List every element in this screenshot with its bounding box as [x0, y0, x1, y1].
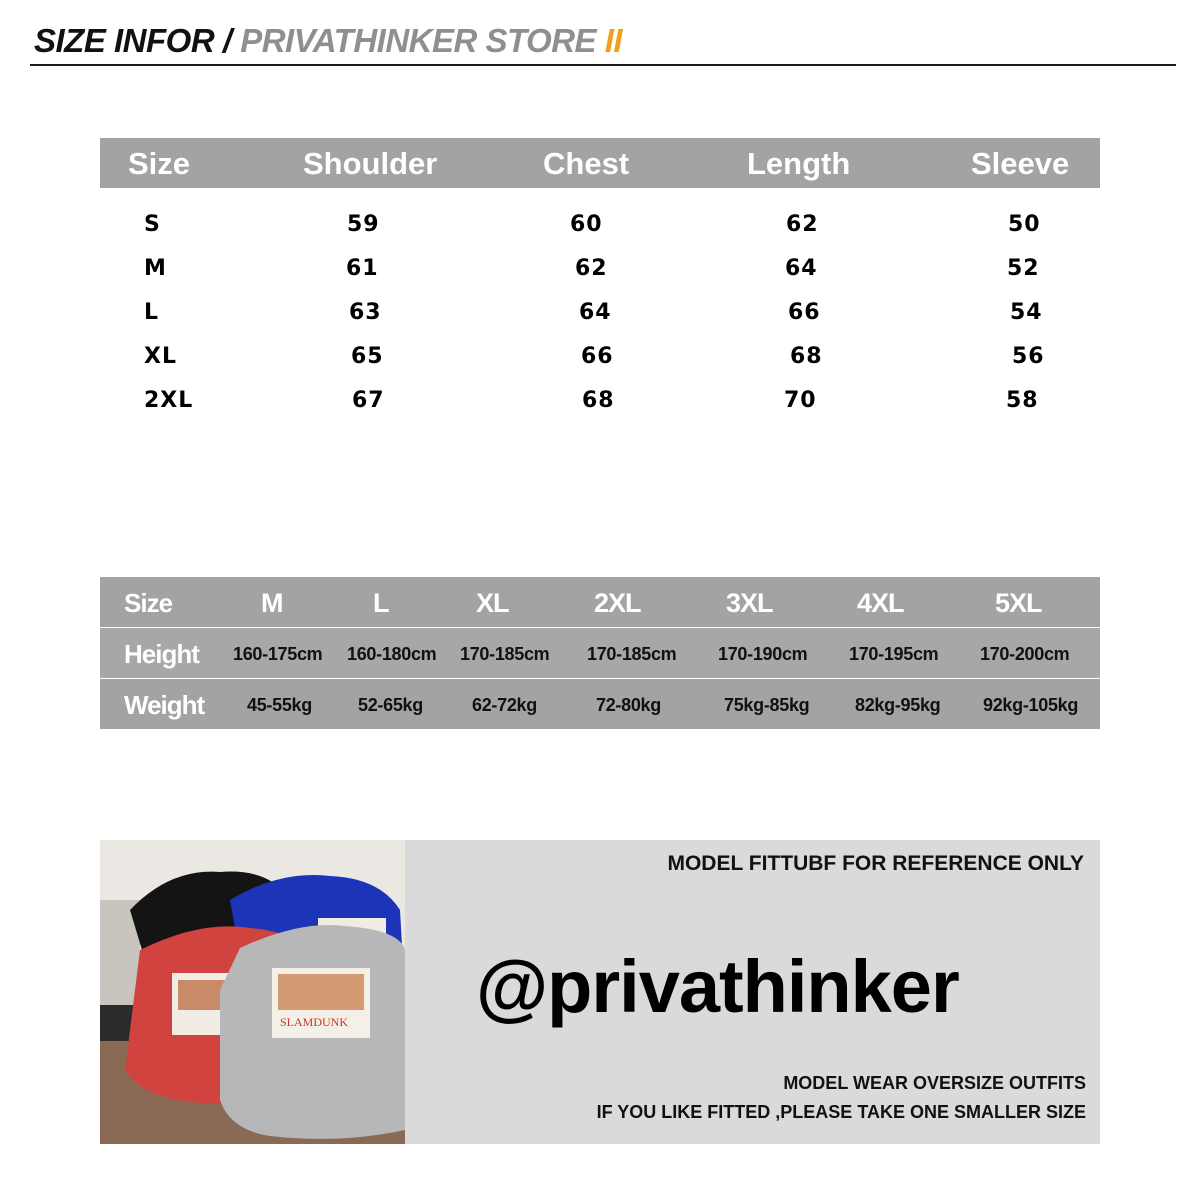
column-header-shoulder: Shoulder [303, 146, 438, 181]
table-row [100, 247, 1100, 291]
header-store-name: PRIVATHINKER STORE [240, 22, 597, 59]
shoulder-cell: 67 [352, 388, 385, 413]
page-header [30, 22, 1176, 66]
size-cell: S [144, 212, 161, 237]
height-cell: 170-185cm [460, 644, 550, 664]
column-header-sleeve: Sleeve [971, 146, 1070, 181]
height-cell: 170-190cm [718, 644, 808, 664]
table-row [100, 379, 1100, 423]
sleeve-cell: 56 [1012, 344, 1045, 369]
header-title: SIZE INFOR [34, 22, 215, 59]
chest-cell: 60 [570, 212, 603, 237]
weight-cell: 45-55kg [247, 695, 312, 715]
fit-size-row [100, 577, 1100, 627]
chest-cell: 68 [582, 388, 615, 413]
chest-cell: 66 [581, 344, 614, 369]
slamdunk-print-text: SLAMDUNK [280, 1015, 349, 1029]
height-cell: 160-175cm [233, 644, 323, 664]
fit-size-header: 2XL [594, 588, 641, 618]
sleeve-cell: 54 [1010, 300, 1043, 325]
table-row [100, 203, 1100, 247]
chest-cell: 64 [579, 300, 612, 325]
length-cell: 62 [786, 212, 819, 237]
table-row [100, 335, 1100, 379]
weight-cell: 52-65kg [358, 695, 423, 715]
measurement-header-row [100, 138, 1100, 188]
sweatshirt-illustration [100, 840, 405, 1144]
length-cell: 70 [784, 388, 817, 413]
table-row [100, 291, 1100, 335]
size-measurement-table [100, 138, 1100, 423]
column-header-size: Size [128, 146, 191, 181]
weight-cell: 72-80kg [596, 695, 661, 715]
header-title-line [34, 22, 622, 60]
size-cell: XL [144, 344, 177, 369]
fit-size-header: M [261, 588, 283, 618]
height-cell: 170-185cm [587, 644, 677, 664]
sleeve-cell: 58 [1006, 388, 1039, 413]
smaller-size-note: IF YOU LIKE FITTED ,PLEASE TAKE ONE SMALLER SIZE [596, 1102, 1086, 1122]
weight-cell: 92kg-105kg [983, 695, 1079, 715]
fit-height-row [100, 627, 1100, 679]
model-reference-banner [100, 840, 1100, 1144]
column-header-chest: Chest [543, 146, 630, 181]
fit-size-header: XL [476, 588, 509, 618]
height-cell: 170-195cm [849, 644, 939, 664]
reference-note: MODEL FITTUBF FOR REFERENCE ONLY [667, 852, 1084, 875]
fit-size-header: 3XL [726, 588, 773, 618]
height-cell: 160-180cm [347, 644, 437, 664]
header-separator: / [214, 22, 241, 59]
sweatshirt-photo [100, 840, 405, 1144]
fit-size-header: L [373, 588, 389, 618]
weight-cell: 82kg-95kg [855, 695, 941, 715]
size-cell: L [144, 300, 160, 325]
weight-cell: 75kg-85kg [724, 695, 810, 715]
size-cell: 2XL [144, 388, 194, 413]
shoulder-cell: 61 [346, 256, 379, 281]
weight-label: Weight [124, 690, 205, 720]
length-cell: 66 [788, 300, 821, 325]
fit-size-label: Size [124, 588, 173, 618]
column-header-length: Length [747, 146, 851, 181]
header-mark: II [596, 22, 623, 59]
shoulder-cell: 65 [351, 344, 384, 369]
height-label: Height [124, 639, 199, 669]
fit-guide-table [100, 577, 1100, 729]
fit-size-header: 5XL [995, 588, 1042, 618]
chest-cell: 62 [575, 256, 608, 281]
size-cell: M [144, 256, 167, 281]
height-cell: 170-200cm [980, 644, 1070, 664]
fit-weight-row [100, 679, 1100, 729]
length-cell: 64 [785, 256, 818, 281]
sleeve-cell: 52 [1007, 256, 1040, 281]
sleeve-cell: 50 [1008, 212, 1041, 237]
shoulder-cell: 59 [347, 212, 380, 237]
weight-cell: 62-72kg [472, 695, 537, 715]
oversize-note: MODEL WEAR OVERSIZE OUTFITS [783, 1073, 1086, 1093]
store-handle: @privathinker [476, 945, 959, 1028]
shoulder-cell: 63 [349, 300, 382, 325]
fit-size-header: 4XL [857, 588, 904, 618]
length-cell: 68 [790, 344, 823, 369]
